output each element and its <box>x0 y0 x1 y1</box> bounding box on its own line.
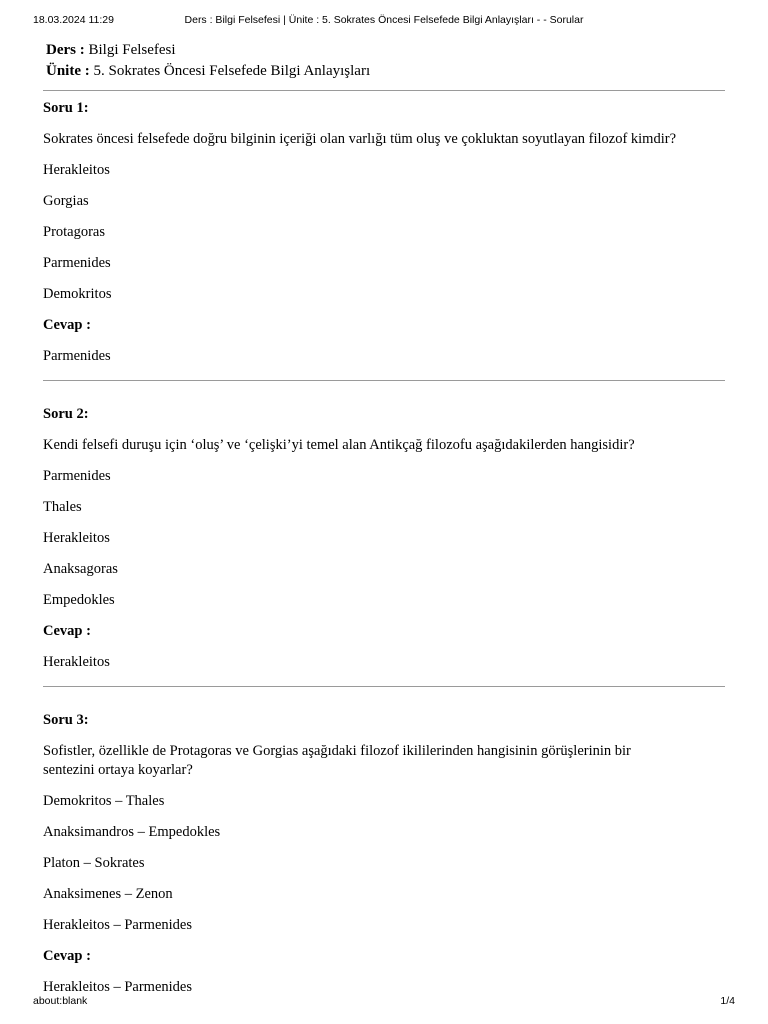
document-content <box>43 40 725 996</box>
course-label: Ders : <box>46 42 85 58</box>
answer-option: Herakleitos – Parmenides <box>43 917 192 933</box>
answer-option: Parmenides <box>43 468 111 484</box>
answer-option: Anaksagoras <box>43 561 118 577</box>
answer-option: Platon – Sokrates <box>43 855 145 871</box>
answer-option: Protagoras <box>43 224 106 240</box>
answer-option: Thales <box>43 499 82 515</box>
print-footer <box>0 995 768 1011</box>
question-block <box>43 687 725 996</box>
answer-option: Herakleitos <box>43 530 110 546</box>
answer-label: Cevap : <box>43 623 91 639</box>
answer-option: Anaksimandros – Empedokles <box>43 824 221 840</box>
correct-answer: Parmenides <box>43 348 111 364</box>
question-block <box>43 91 725 380</box>
question-text: Sokrates öncesi felsefede doğru bilginin içeriği olan varlığı tüm oluş ve çokluktan soyutlayan filozof kimdir? <box>43 131 677 147</box>
answer-option: Demokritos <box>43 286 112 302</box>
answer-label: Cevap : <box>43 317 91 333</box>
question-text: Sofistler, özellikle de Protagoras ve Gorgias aşağıdaki filozof ikililerinden hangisinin görüşlerinin bir sentezini ortaya koyarlar? <box>43 743 631 778</box>
answer-option: Demokritos – Thales <box>43 793 165 809</box>
print-datetime: 18.03.2024 11:29 <box>33 14 114 26</box>
question-label: Soru 1: <box>43 100 89 116</box>
answer-option: Empedokles <box>43 592 115 608</box>
question-block <box>43 381 725 686</box>
unit-line <box>43 61 725 82</box>
answer-option: Gorgias <box>43 193 89 209</box>
answer-option: Parmenides <box>43 255 111 271</box>
answer-option: Anaksimenes – Zenon <box>43 886 173 902</box>
answer-label: Cevap : <box>43 948 91 964</box>
question-label: Soru 2: <box>43 406 89 422</box>
unit-value: 5. Sokrates Öncesi Felsefede Bilgi Anlayışları <box>93 63 371 79</box>
page-number: 1/4 <box>720 995 735 1007</box>
print-header <box>0 14 768 30</box>
answer-option: Herakleitos <box>43 162 110 178</box>
correct-answer: Herakleitos <box>43 654 110 670</box>
print-title: Ders : Bilgi Felsefesi | Ünite : 5. Sokrates Öncesi Felsefede Bilgi Anlayışları - - Sorular <box>184 14 584 26</box>
question-text: Kendi felsefi duruşu için ‘oluş’ ve ‘çelişki’yi temel alan Antikçağ filozofu aşağıdakilerden hangisidir? <box>43 437 635 453</box>
course-line <box>43 40 725 61</box>
correct-answer: Herakleitos – Parmenides <box>43 979 192 995</box>
print-url: about:blank <box>33 995 88 1007</box>
unit-label: Ünite : <box>46 63 90 79</box>
question-label: Soru 3: <box>43 712 89 728</box>
course-value: Bilgi Felsefesi <box>88 42 176 58</box>
